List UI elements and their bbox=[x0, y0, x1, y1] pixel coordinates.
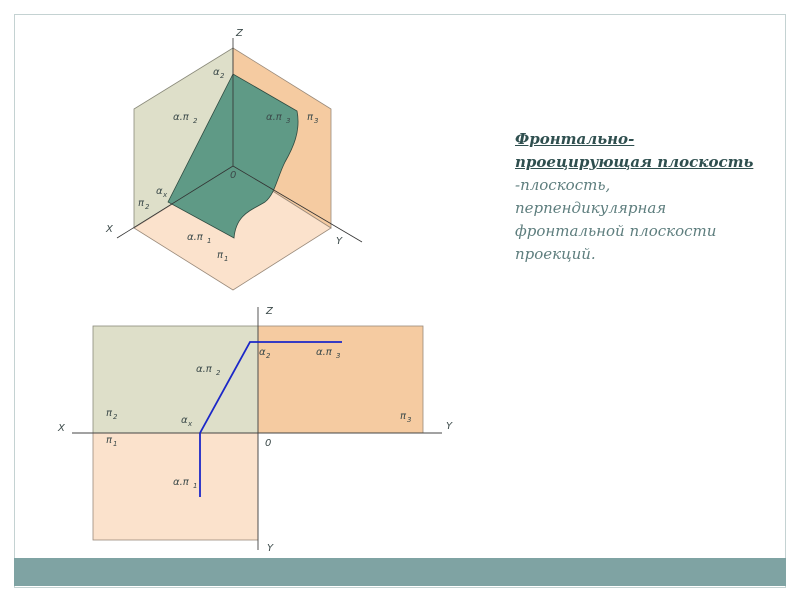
axis-x-label: X bbox=[106, 224, 113, 235]
a2-label: α bbox=[213, 67, 220, 78]
apl1-label: α.π bbox=[187, 232, 203, 243]
axis-y-down-label: Y bbox=[267, 543, 274, 554]
definition-body: -плоскость, перпендикулярная фронтальной плоскости проекций. bbox=[515, 176, 717, 263]
pi2-sub: 2 bbox=[113, 413, 118, 421]
a2-sub: 2 bbox=[266, 352, 271, 360]
ax-sub: x bbox=[188, 420, 193, 428]
origin-label: 0 bbox=[265, 438, 272, 449]
apl2-sub: 2 bbox=[216, 369, 221, 377]
definition-text bbox=[515, 128, 765, 266]
pi3-label: π bbox=[400, 411, 407, 422]
pi2-label: π bbox=[106, 408, 113, 419]
pi3-sub: 3 bbox=[407, 416, 412, 424]
orthographic-view bbox=[57, 306, 453, 554]
origin-label: 0 bbox=[230, 170, 237, 181]
ax-label: α bbox=[156, 186, 163, 197]
pi1-sub: 1 bbox=[224, 255, 229, 263]
pi1-label: π bbox=[217, 250, 224, 261]
apl3-sub: 3 bbox=[336, 352, 341, 360]
apl2-label: α.π bbox=[196, 364, 212, 375]
axis-z-label: Z bbox=[266, 306, 273, 317]
axonometric-view bbox=[105, 28, 362, 290]
apl2-sub: 2 bbox=[193, 117, 198, 125]
pi1-label: π bbox=[106, 435, 113, 446]
ax-label: α bbox=[181, 415, 188, 426]
a2-sub: 2 bbox=[220, 72, 225, 80]
axis-y-label: Y bbox=[336, 236, 343, 247]
pi2-sub: 2 bbox=[145, 203, 150, 211]
a2-label: α bbox=[259, 347, 266, 358]
ax-sub: x bbox=[163, 191, 168, 199]
apl3-sub: 3 bbox=[286, 117, 291, 125]
apl1-sub: 1 bbox=[193, 482, 198, 490]
pi2-label: π bbox=[138, 198, 145, 209]
pi3-label: π bbox=[307, 112, 314, 123]
axis-z-label: Z bbox=[236, 28, 243, 39]
axis-x-label: X bbox=[58, 423, 65, 434]
apl2-label: α.π bbox=[173, 112, 189, 123]
apl1-label: α.π bbox=[173, 477, 189, 488]
pi1-sub: 1 bbox=[113, 440, 118, 448]
apl3-label: α.π bbox=[316, 347, 332, 358]
frontal-plane-pi2 bbox=[93, 326, 258, 433]
axis-y-right-label: Y bbox=[446, 421, 453, 432]
apl3-label: α.π bbox=[266, 112, 282, 123]
pi3-sub: 3 bbox=[314, 117, 319, 125]
apl1-sub: 1 bbox=[207, 237, 212, 245]
definition-term: Фронтально-проецирующая плоскость bbox=[515, 130, 754, 171]
footer-band bbox=[14, 558, 786, 586]
